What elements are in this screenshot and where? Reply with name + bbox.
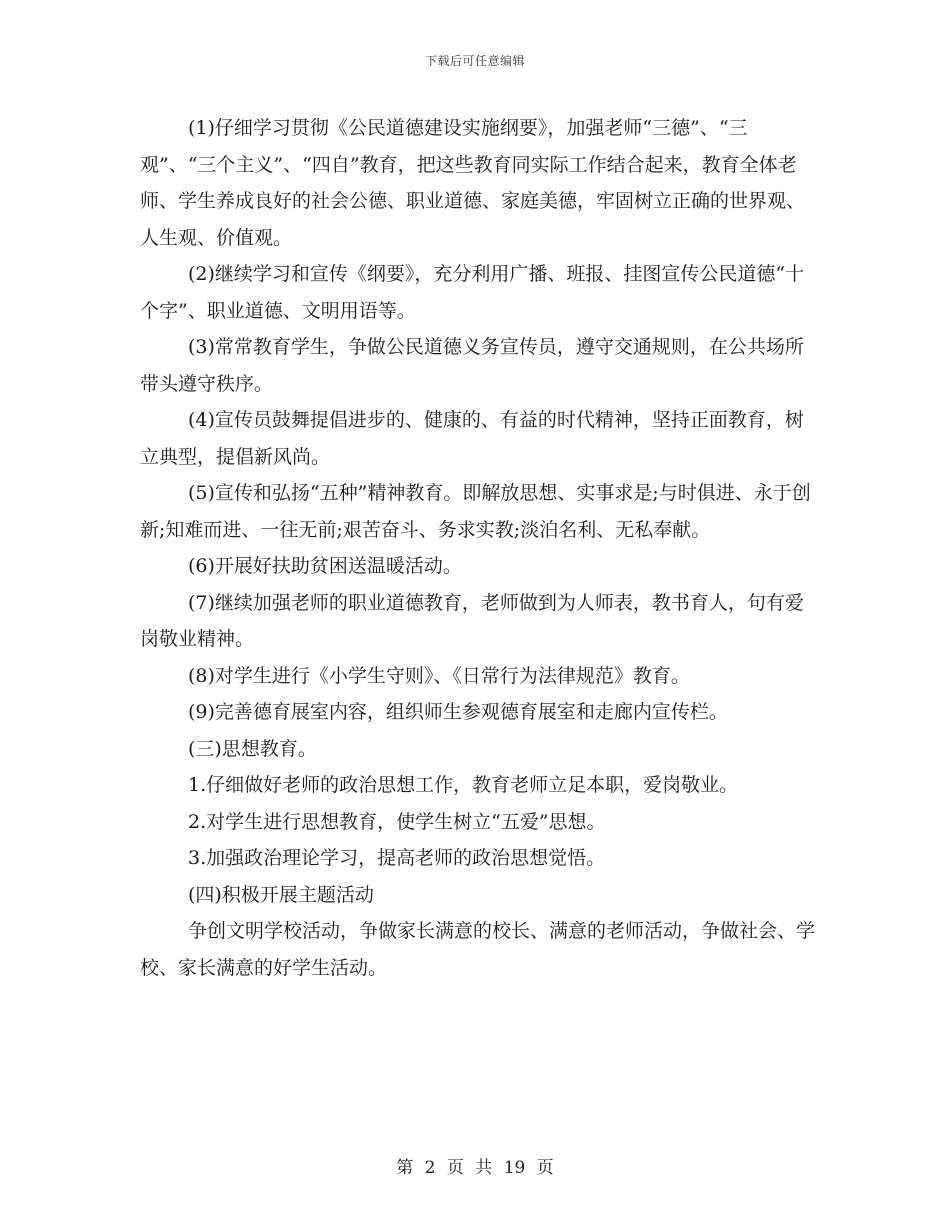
list-item-2: 2.对学生进行思想教育，使学生树立“五爱”思想。 [188, 810, 606, 833]
paragraph-9: (9)完善德育展室内容，组织师生参观德育展室和走廊内宣传栏。 [188, 701, 728, 723]
paragraph-2: (2)继续学习和宣传《纲要》，充分利用广播、班报、挂图宣传公民道德“十个字”、职业道德、文明用语等。 [140, 263, 805, 322]
paragraph-7: (7)继续加强老师的职业道德教育，老师做到为人师表，教书育人，句有爱岗敬业精神。 [140, 591, 804, 650]
page-number-footer: 第 2 页 共 19 页 [396, 1158, 554, 1178]
paragraph-5: (5)宣传和弘扬“五种”精神教育。即解放思想、实事求是;与时俱进、永于创新;知难而进、一往无前;艰苦奋斗、务求实教;淡泊名利、无私奉献。 [140, 482, 811, 541]
paragraph-activities: 争创文明学校活动，争做家长满意的校长、满意的老师活动，争做社会、学校、家长满意的好学生活动。 [140, 920, 816, 979]
list-item-3: 3.加强政治理论学习，提高老师的政治思想觉悟。 [188, 847, 606, 869]
paragraph-4: (4)宣传员鼓舞提倡进步的、健康的、有益的时代精神，坚持正面教育，树立典型，提倡新风尚。 [140, 409, 804, 468]
paragraph-1: (1)仔细学习贯彻《公民道德建设实施纲要》，加强老师“三德”、“三观”、“三个主义”、“四自”教育，把这些教育同实际工作结合起来，教育全体老师、学生养成良好的社会公德、职业道德、家庭美德，牢固树立正确的世界观、人生观、价值观。 [140, 117, 806, 249]
page-header: 下载后可任意编辑 [424, 54, 525, 68]
list-item-1: 1.仔细做好老师的政治思想工作，教育老师立足本职，爱岗敬业。 [188, 774, 739, 796]
document-body [140, 110, 820, 986]
paragraph-3: (3)常常教育学生，争做公民道德义务宣传员，遵守交通规则，在公共场所带头遵守秩序。 [140, 336, 804, 395]
section-heading-4: (四)积极开展主题活动 [188, 883, 374, 906]
paragraph-8: (8)对学生进行《小学生守则》、《日常行为法律规范》教育。 [188, 664, 690, 687]
paragraph-6: (6)开展好扶助贫困送温暖活动。 [188, 555, 462, 577]
section-heading-3: (三)思想教育。 [188, 737, 317, 760]
